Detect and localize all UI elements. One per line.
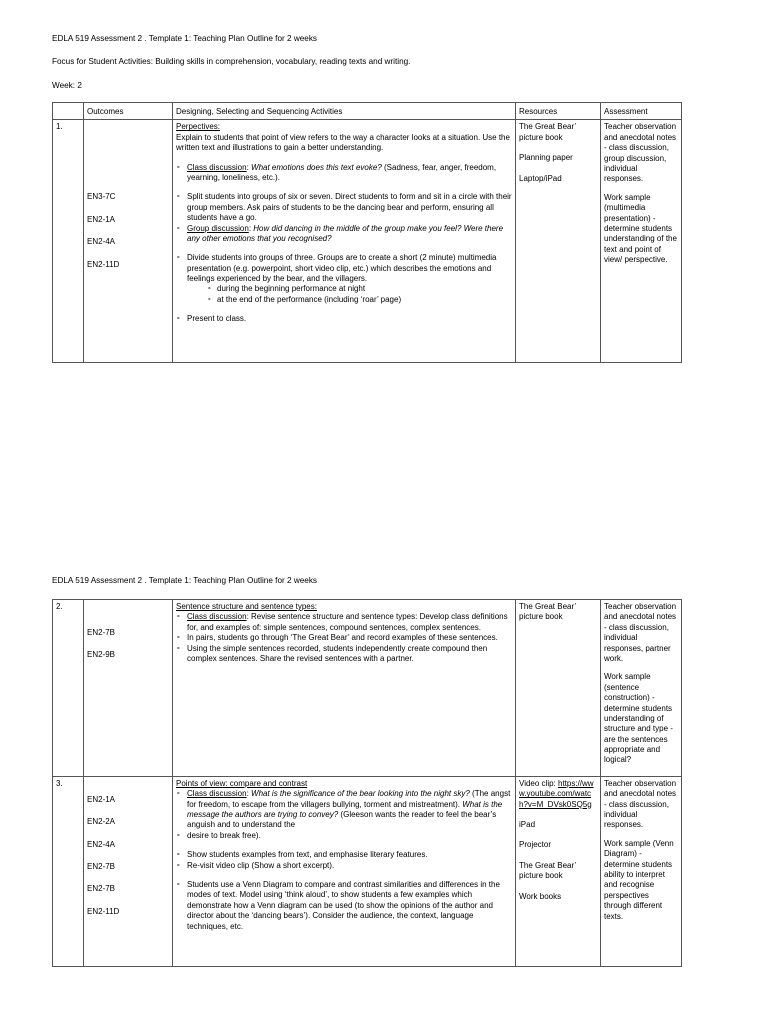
activity-list <box>176 789 512 841</box>
outcome-code: EN2-4A <box>87 839 116 849</box>
outcome-code: EN3-7C <box>87 192 116 202</box>
activity-intro: Explain to students that point of view refers to the way a character looks at a situation. Use the written text and illustrations to gain a better understanding. <box>176 132 510 153</box>
list-item: - In pairs, students go through ‘The Great Bear’ and record examples of these sentences. <box>176 633 512 643</box>
activity-list <box>176 253 512 305</box>
activity-list <box>176 850 512 871</box>
list-item: - Class discussion: What is the significance of the bear looking into the night sky? (The angst for freedom, to escape from the villagers bullying, torment and mistreatment). What is the message the authors are trying to convey? (Gleeson wants the reader to feel the bear’s anguish and to understand the <box>176 789 512 831</box>
activities-cell <box>173 120 516 363</box>
header-number <box>53 103 84 120</box>
assessment-observation: Teacher observation and anecdotal notes - class discussion, individual responses. <box>604 778 677 830</box>
assessment-observation: Teacher observation and anecdotal notes - class discussion, group discussion, individual responses. <box>604 122 677 184</box>
outcome-code: EN2-4A <box>87 237 116 247</box>
list-item: - Split students into groups of six or seven. Direct students to form and sit in a circle with their group members. Ask pairs of students to be the dancing bear and perform, ensuring all students have a go. <box>176 192 512 223</box>
page-title: EDLA 519 Assessment 2 . Template 1: Teaching Plan Outline for 2 weeks <box>52 34 318 43</box>
assessment-cell <box>601 600 682 777</box>
table-row <box>53 120 682 363</box>
outcomes-cell <box>84 600 173 777</box>
resource-item: Work books <box>519 891 562 901</box>
outcome-code: EN2-11D <box>87 906 120 916</box>
list-item: - Group discussion: How did dancing in the middle of the group make you feel? Were there any other emotions that you recognised? <box>176 224 512 245</box>
outcomes-cell <box>84 776 173 966</box>
discussion-answer: (Sadness, fear, anger, freedom, yearning, loneliness, etc.). <box>187 162 497 182</box>
list-item: - desire to break free). <box>176 831 512 841</box>
assessment-cell <box>601 776 682 966</box>
assessment-observation: Teacher observation and anecdotal notes - class discussion, individual responses, partner work. <box>604 602 677 663</box>
header-outcomes: Outcomes <box>84 103 173 120</box>
outcomes-cell <box>84 120 173 363</box>
resources-cell <box>516 120 601 363</box>
resource-item <box>519 779 597 810</box>
outcome-code: EN2-11D <box>87 259 120 269</box>
class-discussion-label: Class discussion <box>187 162 247 172</box>
table-row <box>53 776 682 966</box>
video-clip-link[interactable]: https://www.youtube.com/watch?v=M_DVsk0SQ5g <box>519 778 594 809</box>
week-label: Week: 2 <box>52 81 82 90</box>
resource-item: The Great Bear’ picture book <box>519 860 576 881</box>
table-row <box>53 600 682 777</box>
resources-cell <box>516 776 601 966</box>
list-item <box>176 612 512 633</box>
sub-list <box>187 284 512 305</box>
header-activities: Designing, Selecting and Sequencing Activities <box>173 103 516 120</box>
header-resources: Resources <box>516 103 601 120</box>
outcome-code: EN2-1A <box>87 794 116 804</box>
sub-list-item: - during the beginning performance at night <box>207 284 512 294</box>
plan-table-week2-part2 <box>52 599 682 967</box>
row-number: 1. <box>53 120 84 363</box>
outcome-code: EN2-1A <box>87 214 116 224</box>
assessment-work-sample: Work sample (multimedia presentation) - determine students understanding of the text and point of view/ perspective. <box>604 192 677 265</box>
activity-list <box>176 314 512 324</box>
resource-item: Laptop/iPad <box>519 173 562 183</box>
plan-table-week2-part1 <box>52 102 682 363</box>
resource-item: Projector <box>519 840 552 850</box>
outcome-code: EN2-7B <box>87 884 116 894</box>
discussion-question: What is the message the authors are trying to convey? <box>187 799 503 820</box>
assessment-cell <box>601 120 682 363</box>
discussion-question: What is the significance of the bear looking into the night sky? <box>251 789 470 799</box>
resource-item: iPad <box>519 820 536 830</box>
list-item: - Using the simple sentences recorded, students independently create compound then complex sentences. Share the revised sentences with a partner. <box>176 644 512 665</box>
activity-list <box>176 163 512 184</box>
activity-list <box>176 880 512 932</box>
discussion-answer: (The angst for freedom, to escape from the villagers bullying, torment and mistreatment). <box>187 789 511 809</box>
row-number: 2. <box>53 600 84 777</box>
row-number: 3. <box>53 776 84 966</box>
list-item <box>176 253 512 305</box>
list-item: - Re-visit video clip (Show a short excerpt). <box>176 861 512 871</box>
video-clip-label: Video clip: <box>519 778 558 788</box>
resources-cell <box>516 600 601 777</box>
activity-text: Divide students into groups of three. Groups are to create a short (2 minute) multimedia presentation (e.g. powerpoint, short video clip, etc.) which describes the emotions and feelings experienced by the bear, and the villagers. <box>187 253 497 284</box>
list-item: - Students use a Venn Diagram to compare and contrast similarities and differences in the modes of text. Model using ‘think aloud’, to show students a few examples which demonstrate how a Venn diagram can be used (to show the opinions of the author and director about the ‘dancing bears’). Consider the audience, the context, language techniques, etc. <box>176 880 512 932</box>
activity-list <box>176 612 512 664</box>
activities-cell <box>173 776 516 966</box>
list-item: - Show students examples from text, and emphasise literary features. <box>176 850 512 860</box>
focus-line: Focus for Student Activities: Building skills in comprehension, vocabulary, reading texts and writing. <box>52 57 411 66</box>
list-item: - Class discussion: What emotions does this text evoke? (Sadness, fear, anger, freedom, yearning, loneliness, etc.). <box>176 163 512 184</box>
outcome-code: EN2-9B <box>87 650 116 660</box>
outcome-code: EN2-7B <box>87 862 116 872</box>
resource-item: Planning paper <box>519 153 573 163</box>
page-title: EDLA 519 Assessment 2 . Template 1: Teaching Plan Outline for 2 weeks <box>52 576 318 585</box>
list-item: - Present to class. <box>176 314 512 324</box>
discussion-answer: (Gleeson wants the reader to feel the bear’s anguish and to understand the <box>187 810 497 830</box>
resource-item: The Great Bear’ picture book <box>519 602 576 622</box>
resource-item: The Great Bear’ picture book <box>519 122 576 142</box>
discussion-question: What emotions does this text evoke? <box>251 162 382 172</box>
class-discussion-label: Class discussion <box>187 789 247 799</box>
sub-list-item: - at the end of the performance (including ‘roar’ page) <box>207 295 512 305</box>
assessment-work-sample: Work sample (sentence construction) - determine students understanding of structure and type - are the sentences appropriate and logical? <box>604 672 673 765</box>
activity-list <box>176 192 512 244</box>
discussion-question: How did dancing in the middle of the group make you feel? Were there any other emotions that you recognised? <box>187 223 504 243</box>
table-header-row <box>53 103 682 120</box>
class-discussion-label: Class discussion <box>187 612 247 622</box>
activity-text: : Revise sentence structure and sentence types: Develop class definitions for, and examples of: simple sentences, compound sentences, complex sentences. <box>187 612 508 632</box>
activity-heading: Perpectives: <box>176 122 221 132</box>
activity-heading: Sentence structure and sentence types: <box>176 602 317 611</box>
header-assessment: Assessment <box>601 103 682 120</box>
outcome-code: EN2-2A <box>87 817 116 827</box>
activities-cell <box>173 600 516 777</box>
group-discussion-label: Group discussion <box>187 223 249 233</box>
outcome-code: EN2-7B <box>87 628 116 637</box>
activity-heading: Points of view: compare and contrast <box>176 778 308 788</box>
assessment-work-sample: Work sample (Venn Diagram) - determine students ability to interpret and recognise perspectives through different texts. <box>604 838 674 921</box>
